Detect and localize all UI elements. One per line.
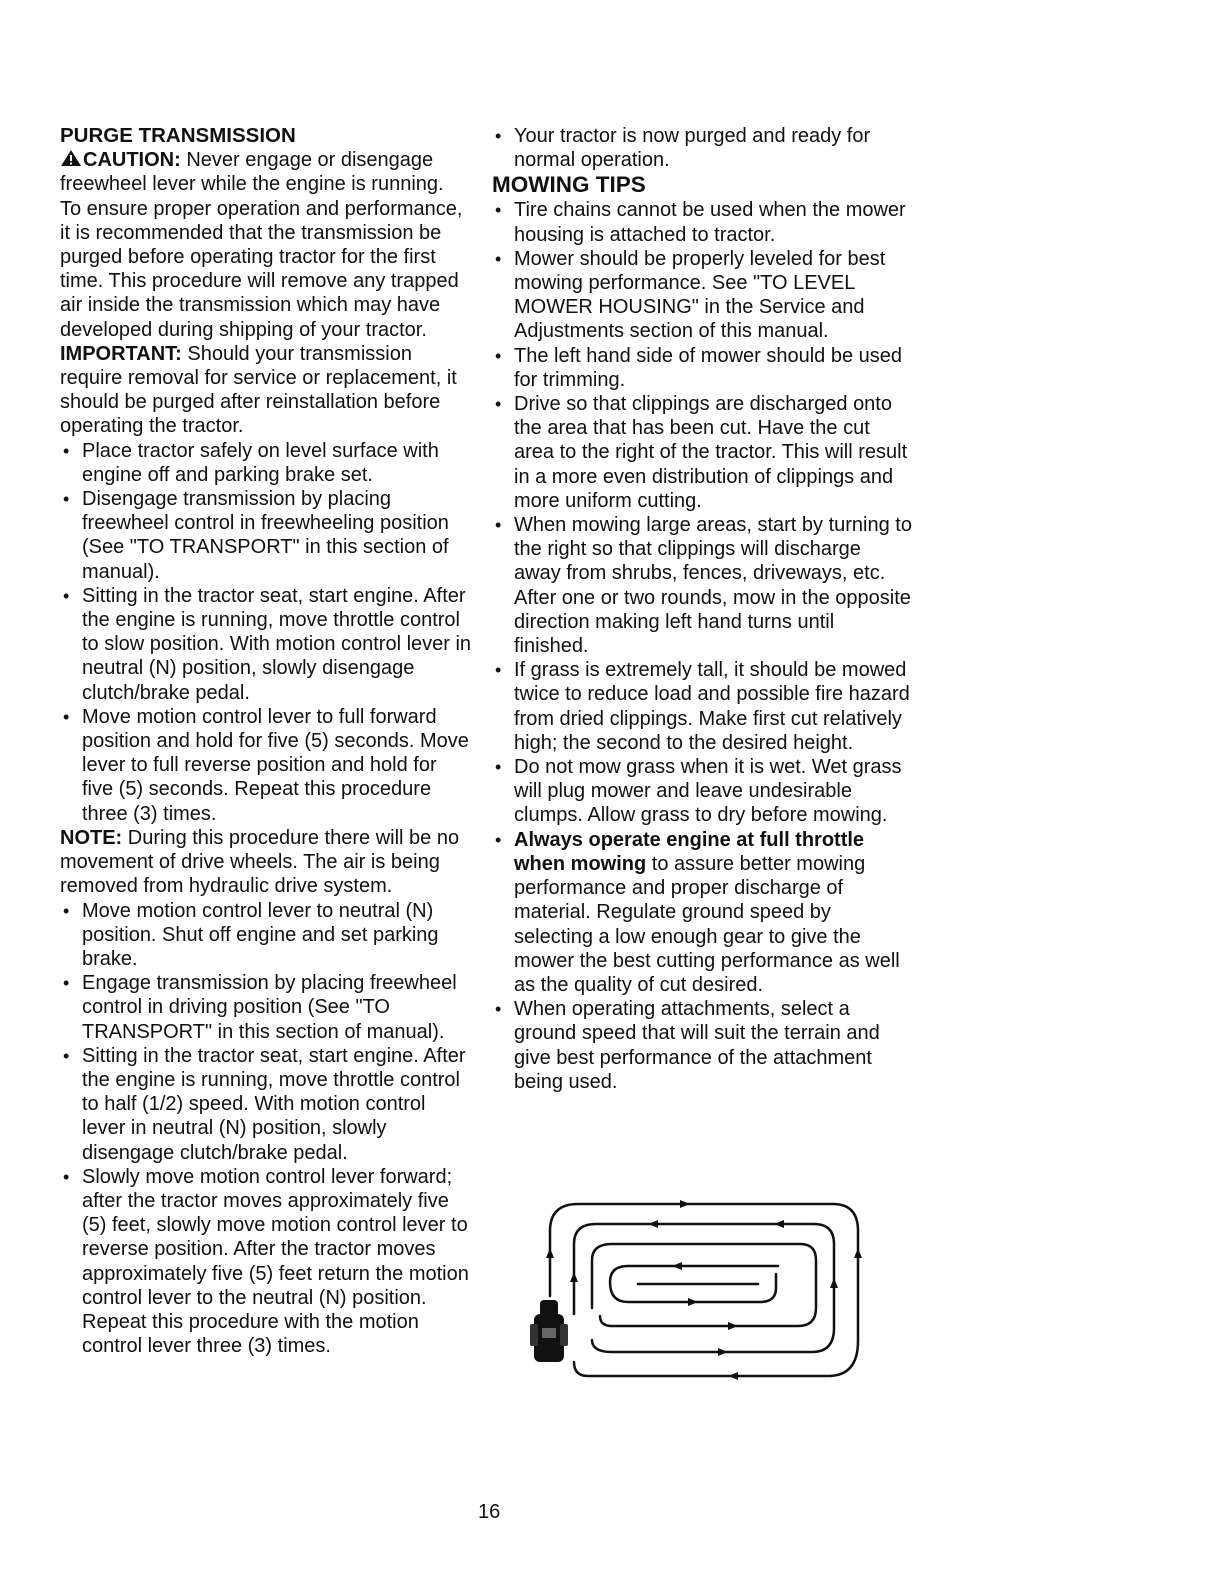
mowing-pattern-diagram [528, 1196, 868, 1396]
arrow-icon [570, 1272, 578, 1282]
right-column [492, 124, 912, 1094]
important-paragraph [60, 342, 472, 439]
list-item: • Mower should be properly leveled for best mowing performance. See "TO LEVEL MOWER HOUSING" in the Service and Adjustments section of this manual. [492, 247, 912, 344]
purge-steps-b [60, 899, 472, 1359]
list-item: • Tire chains cannot be used when the mower housing is attached to tractor. [492, 198, 912, 246]
note-text: During this procedure there will be no movement of drive wheels. The air is being removed from hydraulic drive system. [60, 826, 460, 898]
left-column [60, 124, 472, 1358]
purge-continued [492, 124, 912, 172]
caution-label: CAUTION: [83, 149, 181, 172]
list-item: • When mowing large areas, start by turning to the right so that clippings will discharge away from shrubs, fences, driveways, etc. After one or two rounds, mow in the opposite direction making left hand turns until finished. [492, 513, 912, 658]
purge-intro: To ensure proper operation and performance, it is recommended that the transmission be purged before operating tractor for the first time. This procedure will remove any trapped air inside the transmission which may have developed during shipping of your tractor. [60, 197, 463, 341]
list-item: • Sitting in the tractor seat, start engine. After the engine is running, move throttle control to slow position. With motion control lever in neutral (N) position, slowly disengage clutch/brake pedal. [60, 584, 472, 705]
warning-triangle-icon [60, 149, 82, 167]
throttle-bold: Always operate engine at full throttle when mowing [514, 828, 865, 875]
arrow-icon [718, 1348, 728, 1356]
purge-steps-a [60, 439, 472, 826]
list-item: • If grass is extremely tall, it should be mowed twice to reduce load and possible fire hazard from dried clippings. Make first cut relatively high; the second to the desired height. [492, 658, 912, 755]
tractor-icon [530, 1300, 568, 1362]
list-item: • Disengage transmission by placing freewheel control in freewheeling position (See "TO TRANSPORT" in this section of manual). [60, 487, 472, 584]
list-item: • Do not mow grass when it is wet. Wet grass will plug mower and leave undesirable clumps. Allow grass to dry before mowing. [492, 755, 912, 828]
throttle-text: to assure better mowing performance and proper discharge of material. Regulate ground speed by selecting a low enough gear to give the mower the best cutting performance as well as the quality of cut desired. [514, 852, 900, 996]
note-paragraph [60, 826, 472, 899]
list-item: • Sitting in the tractor seat, start engine. After the engine is running, move throttle control to half (1/2) speed. With motion control lever in neutral (N) position, slowly disengage clutch/brake pedal. [60, 1044, 472, 1165]
list-item: • Engage transmission by placing freewheel control in driving position (See "TO TRANSPORT" in this section of manual). [60, 971, 472, 1044]
caution-paragraph [60, 148, 472, 196]
arrow-icon [546, 1248, 554, 1258]
arrow-icon [672, 1262, 682, 1270]
arrow-icon [728, 1372, 738, 1380]
arrow-icon [854, 1248, 862, 1258]
arrow-icon [830, 1278, 838, 1288]
list-item: • Move motion control lever to full forward position and hold for five (5) seconds. Move lever to full reverse position and hold for five (5) seconds. Repeat this procedure three (3) times. [60, 705, 472, 826]
list-item: • Drive so that clippings are discharged onto the area that has been cut. Have the cut area to the right of the tractor. This will result in a more even distribution of clippings and more uniform cutting. [492, 392, 912, 513]
mowing-title: MOWING TIPS [492, 172, 646, 198]
list-item: • Move motion control lever to neutral (N) position. Shut off engine and set parking brake. [60, 899, 472, 972]
page-number: 16 [478, 1501, 501, 1523]
list-item: • Place tractor safely on level surface with engine off and parking brake set. [60, 439, 472, 487]
important-label: IMPORTANT: [60, 342, 182, 365]
arrow-icon [648, 1220, 658, 1228]
outer-path [550, 1204, 858, 1376]
list-item: • Your tractor is now purged and ready for normal operation. [492, 124, 912, 172]
arrow-icon [680, 1200, 690, 1208]
list-item: • The left hand side of mower should be used for trimming. [492, 344, 912, 392]
mowing-tips [492, 198, 912, 1094]
purge-title: PURGE TRANSMISSION [60, 124, 296, 147]
arrow-icon [688, 1298, 698, 1306]
arrow-icon [774, 1220, 784, 1228]
arrow-icon [728, 1322, 738, 1330]
list-item [492, 828, 912, 997]
list-item: • When operating attachments, select a ground speed that will suit the terrain and give best performance of the attachment being used. [492, 997, 912, 1094]
note-label: NOTE: [60, 826, 123, 849]
caution-text: Never engage or disengage freewheel lever while the engine is running. [60, 149, 444, 196]
important-text: Should your transmission require removal for service or replacement, it should be purged after reinstallation before operating the tractor. [60, 342, 457, 438]
list-item: • Slowly move motion control lever forward; after the tractor moves approximately five (5) feet, slowly move motion control lever to reverse position. After the tractor moves approximately five (5) feet return the motion control lever to the neutral (N) position. Repeat this procedure with the motion control lever three (3) times. [60, 1165, 472, 1359]
